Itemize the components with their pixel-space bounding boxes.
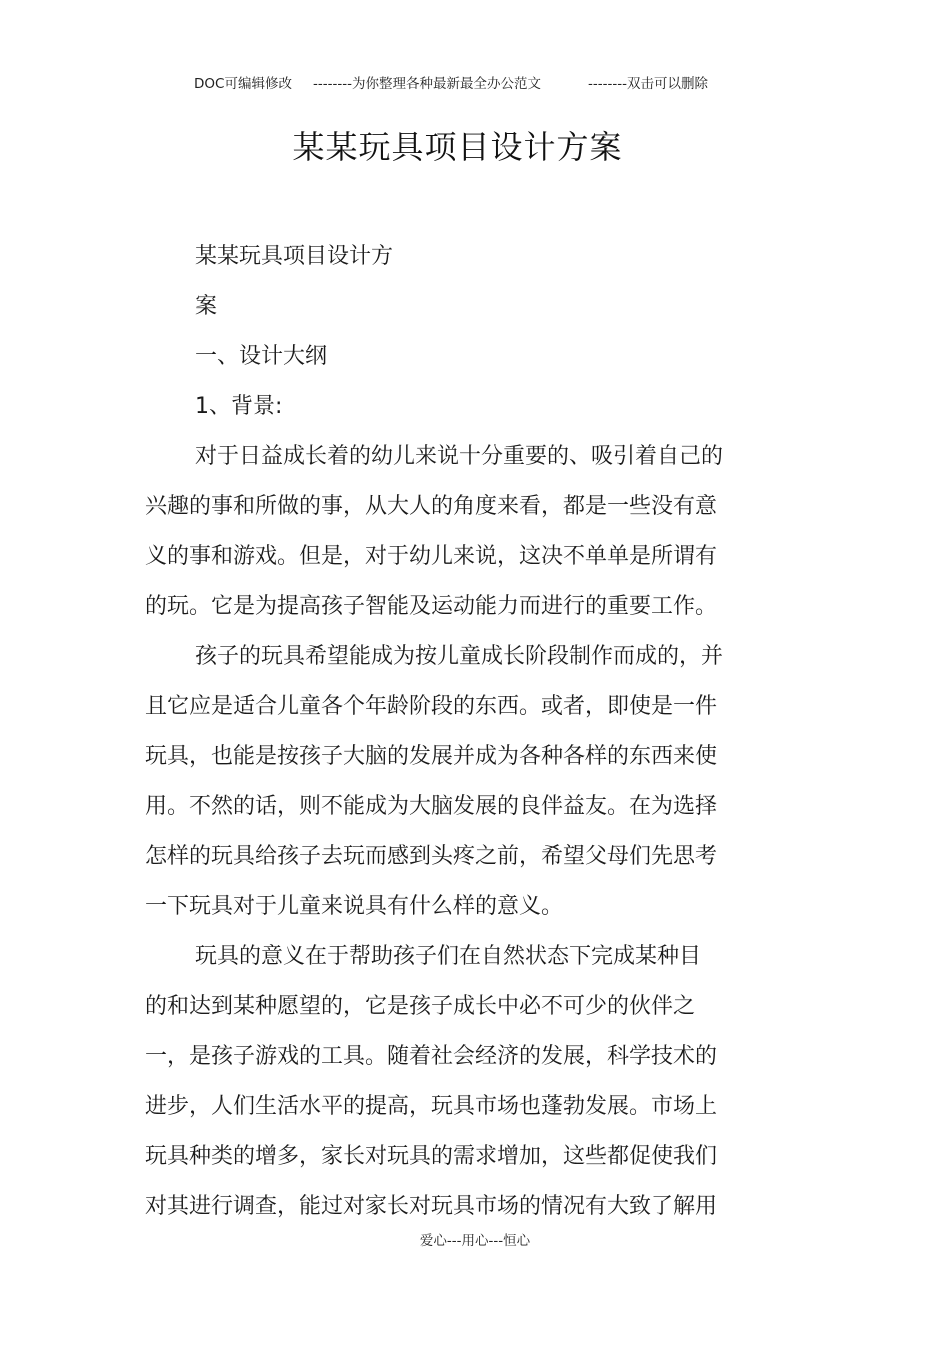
body-line: 的玩。它是为提高孩子智能及运动能力而进行的重要工作。 (145, 594, 718, 619)
document-title: 某某玩具项目设计方案 (292, 128, 623, 166)
body-line: 孩子的玩具希望能成为按儿童成长阶段制作而成的，并 (195, 644, 724, 669)
body-line: 且它应是适合儿童各个年龄阶段的东西。或者，即使是一件 (145, 694, 718, 719)
body-line: 对于日益成长着的幼儿来说十分重要的、吸引着自己的 (195, 444, 724, 469)
body-line: 玩具，也能是按孩子大脑的发展并成为各种各样的东西来使 (145, 744, 718, 769)
header-left-text: DOC可编辑修改 (194, 76, 292, 92)
page-header (0, 72, 950, 94)
body-line: 兴趣的事和所做的事，从大人的角度来看，都是一些没有意 (145, 494, 718, 519)
section-heading: 一、设计大纲 (195, 344, 328, 369)
body-line: 的和达到某种愿望的，它是孩子成长中必不可少的伙伴之 (145, 994, 696, 1019)
body-line: 义的事和游戏。但是，对于幼儿来说，这决不单单是所谓有 (145, 544, 718, 569)
body-line: 一下玩具对于儿童来说具有什么样的意义。 (145, 894, 564, 919)
page-footer: 爱心---用心---恒心 (419, 1233, 531, 1249)
body-line: 进步，人们生活水平的提高，玩具市场也蓬勃发展。市场上 (145, 1094, 718, 1119)
body-line: 某某玩具项目设计方 (195, 244, 394, 269)
header-middle-text: --------为你整理各种最新最全办公范文 (313, 76, 541, 92)
body-line: 用。不然的话，则不能成为大脑发展的良伴益友。在为选择 (145, 794, 718, 819)
body-line: 怎样的玩具给孩子去玩而感到头疼之前，希望父母们先思考 (145, 844, 718, 869)
header-right-text: --------双击可以删除 (588, 76, 708, 92)
body-line: 一，是孩子游戏的工具。随着社会经济的发展，科学技术的 (145, 1044, 718, 1069)
body-line: 玩具种类的增多，家长对玩具的需求增加，这些都促使我们 (145, 1144, 718, 1169)
subsection-heading: 1、背景: (195, 394, 283, 419)
body-line: 玩具的意义在于帮助孩子们在自然状态下完成某种目 (195, 944, 702, 969)
body-line: 案 (195, 294, 218, 319)
body-line: 对其进行调查，能过对家长对玩具市场的情况有大致了解用 (145, 1194, 718, 1219)
